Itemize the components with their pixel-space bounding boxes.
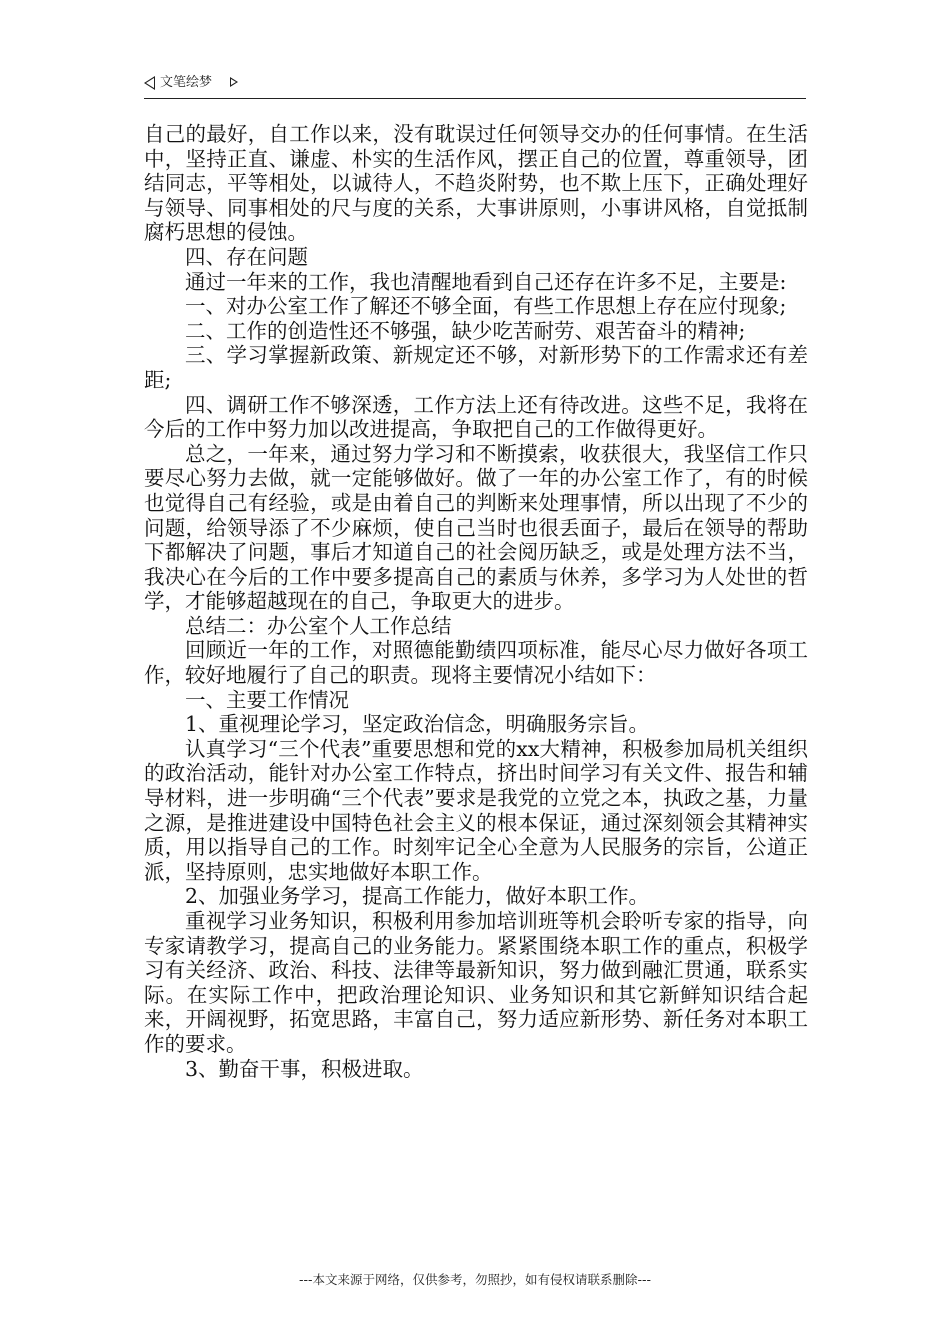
paragraph: 一、对办公室工作了解还不够全面，有些工作思想上存在应付现象; xyxy=(185,294,787,319)
paragraph: 四、调研工作不够深透，工作方法上还有待改进。这些不足，我将在今后的工作中努力加以改进提高，争取把自己的工作做得更好。 xyxy=(144,392,808,442)
paragraph: 3、勤奋干事，积极进取。 xyxy=(185,1056,424,1081)
paragraph: 重视学习业务知识，积极利用参加培训班等机会聆听专家的指导，向专家请教学习，提高自己的业务能力。紧紧围绕本职工作的重点，积极学习有关经济、政治、科技、法律等最新知识，努力做到融汇贯通，联系实际。在实际工作中，把政治理论知识、业务知识和其它新鲜知识结合起来，开阔视野，拓宽思路，丰富自己，努力适应新形势、新任务对本职工作的要求。 xyxy=(144,909,808,1056)
document-body xyxy=(144,122,808,1081)
paragraph: 自己的最好，自工作以来，没有耽误过任何领导交办的任何事情。在生活中，坚持正直、谦虚、朴实的生活作风，摆正自己的位置，尊重领导，团结同志，平等相处，以诚待人，不趋炎附势，也不欺上压下，正确处理好与领导、同事相处的尺与度的关系，大事讲原则，小事讲风格，自觉抵制腐朽思想的侵蚀。 xyxy=(144,122,808,245)
paragraph: 总之，一年来，通过努力学习和不断摸索，收获很大，我坚信工作只要尽心努力去做，就一定能够做好。做了一年的办公室工作了，有的时候也觉得自己有经验，或是由着自己的判断来处理事情，所以出现了不少的问题，给领导添了不少麻烦，使自己当时也很丢面子，最后在领导的帮助下都解决了问题，事后才知道自己的社会阅历缺乏，或是处理方法不当，我决心在今后的工作中要多提高自己的素质与休养，多学习为人处世的哲学，才能够超越现在的自己，争取更大的进步。 xyxy=(144,441,808,614)
header-brand: 文笔绘梦 xyxy=(160,75,213,90)
triangle-left-icon xyxy=(144,76,155,90)
footer-disclaimer: ---本文来源于网络，仅供参考，勿照抄，如有侵权请联系删除--- xyxy=(298,1272,652,1287)
paragraph: 三、学习掌握新政策、新规定还不够，对新形势下的工作需求还有差距; xyxy=(144,343,808,392)
paragraph: 一、主要工作情况 xyxy=(185,687,349,712)
paragraph: 总结二：办公室个人工作总结 xyxy=(185,613,452,638)
triangle-right-icon xyxy=(230,77,238,87)
paragraph: 1、重视理论学习，坚定政治信念，明确服务宗旨。 xyxy=(185,712,650,737)
page-header xyxy=(144,74,806,99)
paragraph: 认真学习“三个代表”重要思想和党的xx大精神，积极参加局机关组织的政治活动，能针对办公室工作特点，挤出时间学习有关文件、报告和辅导材料，进一步明确“三个代表”要求是我党的立党之本，执政之基，力量之源，是推进建设中国特色社会主义的根本保证，通过深刻领会其精神实质，用以指导自己的工作。时刻牢记全心全意为人民服务的宗旨，公道正派，坚持原则，忠实地做好本职工作。 xyxy=(144,736,808,884)
paragraph: 2、加强业务学习，提高工作能力，做好本职工作。 xyxy=(185,884,650,909)
paragraph: 回顾近一年的工作，对照德能勤绩四项标准，能尽心尽力做好各项工作，较好地履行了自己的职责。现将主要情况小结如下： xyxy=(144,638,808,688)
paragraph: 二、工作的创造性还不够强，缺少吃苦耐劳、艰苦奋斗的精神; xyxy=(185,318,746,343)
paragraph: 通过一年来的工作，我也清醒地看到自己还存在许多不足，主要是: xyxy=(185,269,787,294)
paragraph: 四、存在问题 xyxy=(185,244,308,269)
